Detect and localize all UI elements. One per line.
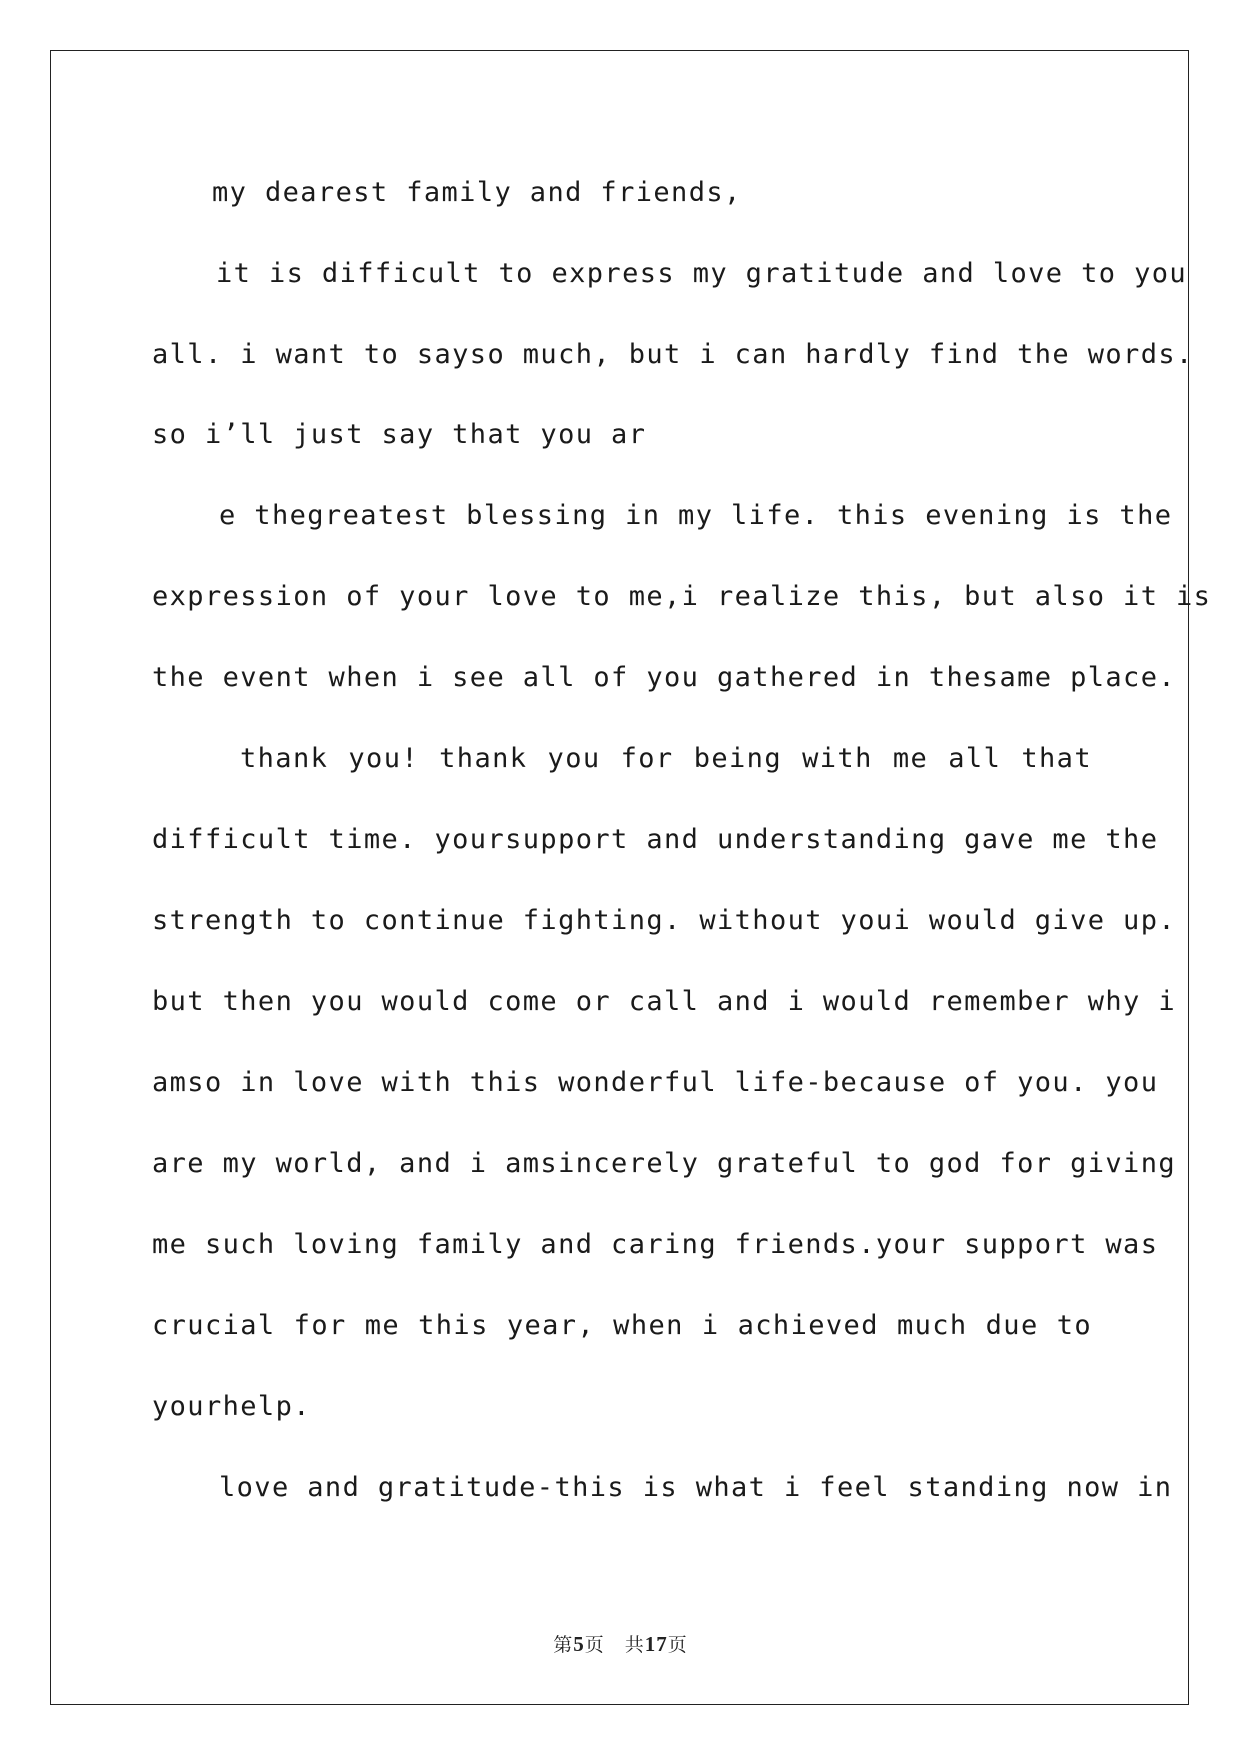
text-line: so i’ll just say that you ar: [152, 419, 647, 450]
page-suffix: 页: [667, 1634, 688, 1656]
text-line: crucial for me this year, when i achieved much due to: [152, 1310, 1092, 1341]
text-line: thank you! thank you for being with me all that: [240, 743, 1092, 774]
text-line: expression of your love to me,i realize this, but also it is: [152, 581, 1212, 612]
text-line: e thegreatest blessing in my life. this evening is the: [219, 500, 1173, 531]
text-line: my dearest family and friends,: [212, 177, 742, 208]
text-line: difficult time. yoursupport and understanding gave me the: [152, 824, 1159, 855]
text-line: love and gratitude-this is what i feel standing now in: [219, 1472, 1173, 1503]
text-line: amso in love with this wonderful life-because of you. you: [152, 1067, 1159, 1098]
total-page-number: 17: [644, 1632, 668, 1656]
text-line: it is difficult to express my gratitude and love to you: [216, 258, 1188, 289]
current-page-number: 5: [573, 1632, 585, 1656]
text-line: are my world, and i amsincerely grateful to god for giving: [152, 1148, 1177, 1179]
text-line: all. i want to sayso much, but i can hardly find the words.: [152, 339, 1194, 370]
page-mid: 页 共: [584, 1634, 645, 1656]
page-prefix: 第: [553, 1634, 574, 1656]
text-line: the event when i see all of you gathered in thesame place.: [152, 662, 1177, 693]
page-border: [50, 50, 1212, 1705]
text-line: strength to continue fighting. without youi would give up.: [152, 905, 1177, 936]
text-line: me such loving family and caring friends.your support was: [152, 1229, 1159, 1260]
text-line: but then you would come or call and i would remember why i: [152, 986, 1177, 1017]
page-number-footer: [0, 1630, 1241, 1657]
text-line: yourhelp.: [152, 1391, 311, 1422]
